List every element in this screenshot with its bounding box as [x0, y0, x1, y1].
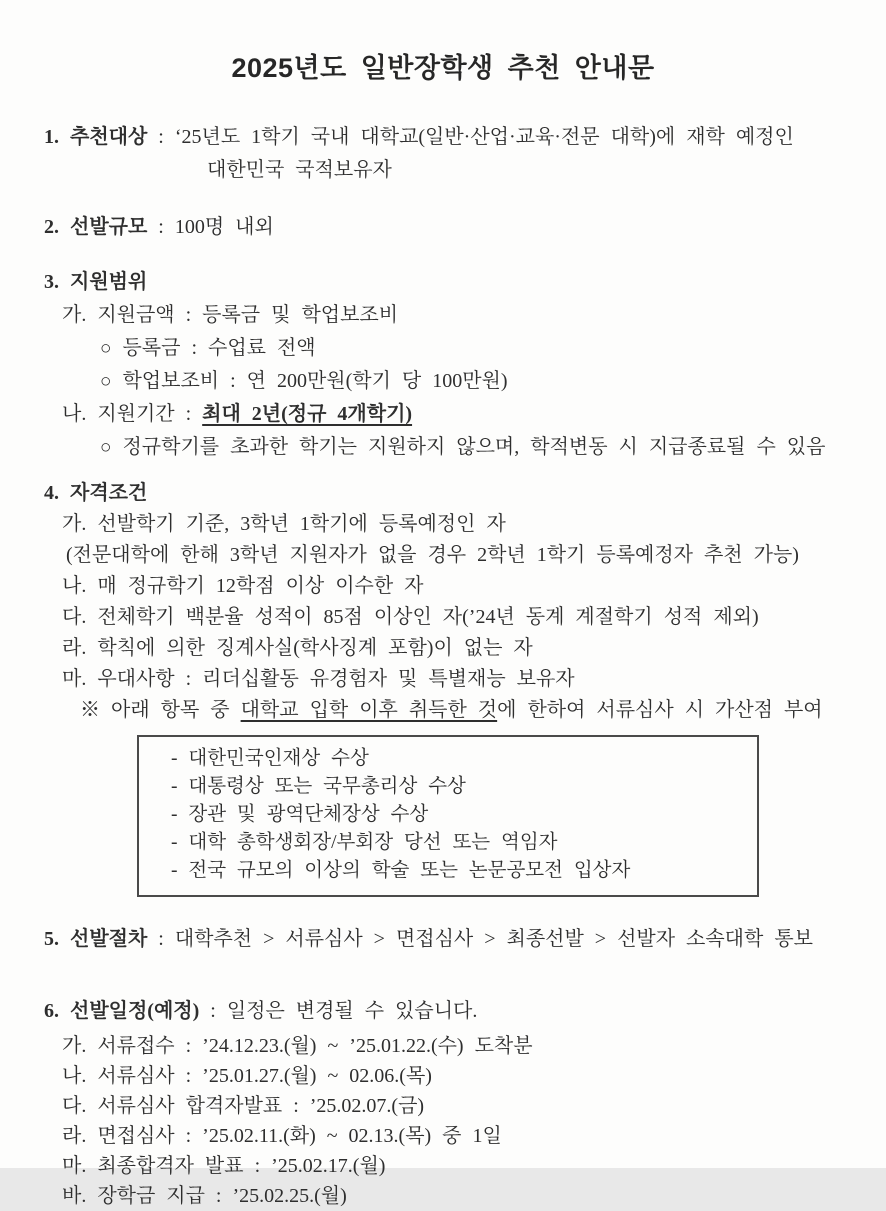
- s4-item-ga: [0, 509, 886, 540]
- s4-item-ga-label: 가.: [62, 513, 87, 535]
- s5-colon: :: [158, 928, 164, 950]
- schedule-item-payment: [0, 1181, 886, 1211]
- reference-mark-icon: ※: [80, 699, 100, 721]
- schedule-item-label: 마.: [62, 1155, 87, 1177]
- s4-bonus-note-underlined: 대학교 입학 이후 취득한 것: [240, 699, 498, 721]
- document-title: 2025년도 일반장학생 추천 안내문: [231, 53, 655, 83]
- s4-bonus-note: [0, 695, 886, 726]
- s6-title: 선발일정(예정): [70, 1000, 200, 1022]
- s4-number: 4.: [44, 482, 59, 504]
- section-selection-process: [0, 923, 886, 956]
- s6-number: 6.: [44, 1000, 59, 1022]
- schedule-list: [0, 1031, 886, 1211]
- schedule-item-label: 바.: [62, 1185, 87, 1207]
- s1-heading-line: [0, 121, 886, 154]
- s4-item-da: [0, 602, 886, 633]
- s3-number: 3.: [44, 271, 59, 293]
- s3-bullet-stipend: [0, 365, 886, 398]
- schedule-item-text: 최종합격자 발표 : ’25.02.17.(월): [97, 1155, 386, 1177]
- s3-item-na-period: 최대 2년(정규 4개학기): [202, 403, 413, 425]
- s4-item-ra-text: 학칙에 의한 징계사실(학사징계 포함)이 없는 자: [97, 637, 533, 659]
- schedule-item-text: 서류심사 합격자발표 : ’25.02.07.(금): [97, 1095, 425, 1117]
- s2-value: 100명 내외: [174, 216, 274, 238]
- s3-item-ga-text: 지원금액 : 등록금 및 학업보조비: [97, 304, 399, 326]
- award-item: - 대한민국인재상 수상: [171, 748, 369, 769]
- s4-item-na-label: 나.: [62, 575, 87, 597]
- s3-bullet-limit: [0, 431, 886, 464]
- schedule-item-document-review: [0, 1061, 886, 1091]
- s4-item-ma-text: 우대사항 : 리더십활동 유경험자 및 특별재능 보유자: [97, 668, 575, 690]
- schedule-item-review-result: [0, 1091, 886, 1121]
- s4-item-ma: [0, 664, 886, 695]
- s1-title: 추천대상: [70, 126, 148, 148]
- s1-number: 1.: [44, 126, 59, 148]
- s4-item-ga-note: (전문대학에 한해 3학년 지원자가 없을 경우 2학년 1학기 등록예정자 추천 가능): [66, 544, 799, 566]
- s1-colon: :: [158, 126, 164, 148]
- s4-item-ga-text: 선발학기 기준, 3학년 1학기에 등록예정인 자: [97, 513, 506, 535]
- s3-item-ga-label: 가.: [62, 304, 87, 326]
- s2-number: 2.: [44, 216, 59, 238]
- s4-item-da-label: 다.: [62, 606, 87, 628]
- s5-heading-line: [0, 923, 886, 956]
- s5-title: 선발절차: [70, 928, 148, 950]
- s4-bonus-note-post: 에 한하여 서류심사 시 가산점 부여: [497, 699, 823, 721]
- s3-item-na-prefix: 지원기간 :: [97, 403, 192, 425]
- s4-item-ma-label: 마.: [62, 668, 87, 690]
- s4-item-ra: [0, 633, 886, 664]
- award-list-box: [137, 735, 759, 897]
- s1-text-line1: ‘25년도 1학기 국내 대학교(일반·산업·교육·전문 대학)에 재학 예정인: [174, 126, 794, 148]
- circle-bullet-icon: ○: [100, 437, 112, 458]
- s4-heading-line: [0, 478, 886, 509]
- s5-process-flow: 대학추천 > 서류심사 > 면접심사 > 최종선발 > 선발자 소속대학 통보: [174, 928, 813, 950]
- s1-text-line2: 대한민국 국적보유자: [207, 159, 392, 181]
- circle-bullet-icon: ○: [100, 338, 112, 359]
- s3-bullet-stipend-text: 학업보조비 : 연 200만원(학기 당 100만원): [122, 370, 508, 392]
- s4-item-na: [0, 571, 886, 602]
- s3-bullet-tuition-text: 등록금 : 수업료 전액: [122, 337, 316, 359]
- section-schedule: [0, 996, 886, 1211]
- schedule-item-final-result: [0, 1151, 886, 1181]
- award-item: - 장관 및 광역단체장상 수상: [171, 804, 429, 825]
- schedule-item-interview: [0, 1121, 886, 1151]
- schedule-item-text: 면접심사 : ’25.02.11.(화) ~ 02.13.(목) 중 1일: [97, 1125, 502, 1147]
- schedule-item-text: 서류접수 : ’24.12.23.(월) ~ ’25.01.22.(수) 도착분: [97, 1035, 533, 1057]
- schedule-item-label: 다.: [62, 1095, 87, 1117]
- schedule-item-label: 나.: [62, 1065, 87, 1087]
- s4-title: 자격조건: [70, 482, 148, 504]
- s3-item-ga: [0, 299, 886, 332]
- s6-heading-line: [0, 996, 886, 1026]
- s2-colon: :: [158, 216, 164, 238]
- s4-item-na-text: 매 정규학기 12학점 이상 이수한 자: [97, 575, 424, 597]
- s3-bullet-tuition: [0, 332, 886, 365]
- s6-note: 일정은 변경될 수 있습니다.: [226, 1000, 478, 1022]
- s6-colon: :: [210, 1000, 216, 1022]
- section-selection-size: [0, 211, 886, 244]
- s2-heading-line: [0, 211, 886, 244]
- circle-bullet-icon: ○: [100, 371, 112, 392]
- section-recommendation-target: [0, 121, 886, 187]
- section-support-scope: [0, 266, 886, 464]
- s2-title: 선발규모: [70, 216, 148, 238]
- s3-title: 지원범위: [70, 271, 148, 293]
- schedule-item-text: 장학금 지급 : ’25.02.25.(월): [97, 1185, 347, 1207]
- schedule-item-label: 가.: [62, 1035, 87, 1057]
- award-item: - 대통령상 또는 국무총리상 수상: [171, 776, 466, 797]
- s3-item-na-label: 나.: [62, 403, 87, 425]
- s5-number: 5.: [44, 928, 59, 950]
- s3-item-na: [0, 398, 886, 431]
- award-item: - 대학 총학생회장/부회장 당선 또는 역임자: [171, 832, 558, 853]
- section-eligibility: [0, 478, 886, 897]
- s3-bullet-limit-text: 정규학기를 초과한 학기는 지원하지 않으며, 학적변동 시 지급종료될 수 있음: [122, 436, 826, 458]
- s4-bonus-note-pre: 아래 항목 중: [111, 699, 230, 721]
- schedule-item-text: 서류심사 : ’25.01.27.(월) ~ 02.06.(목): [97, 1065, 432, 1087]
- s4-item-ra-label: 라.: [62, 637, 87, 659]
- s4-item-da-text: 전체학기 백분율 성적이 85점 이상인 자(’24년 동계 계절학기 성적 제외): [97, 606, 759, 628]
- schedule-item-label: 라.: [62, 1125, 87, 1147]
- schedule-item-document-receipt: [0, 1031, 886, 1061]
- s3-heading-line: [0, 266, 886, 299]
- award-item: - 전국 규모의 이상의 학술 또는 논문공모전 입상자: [171, 860, 631, 881]
